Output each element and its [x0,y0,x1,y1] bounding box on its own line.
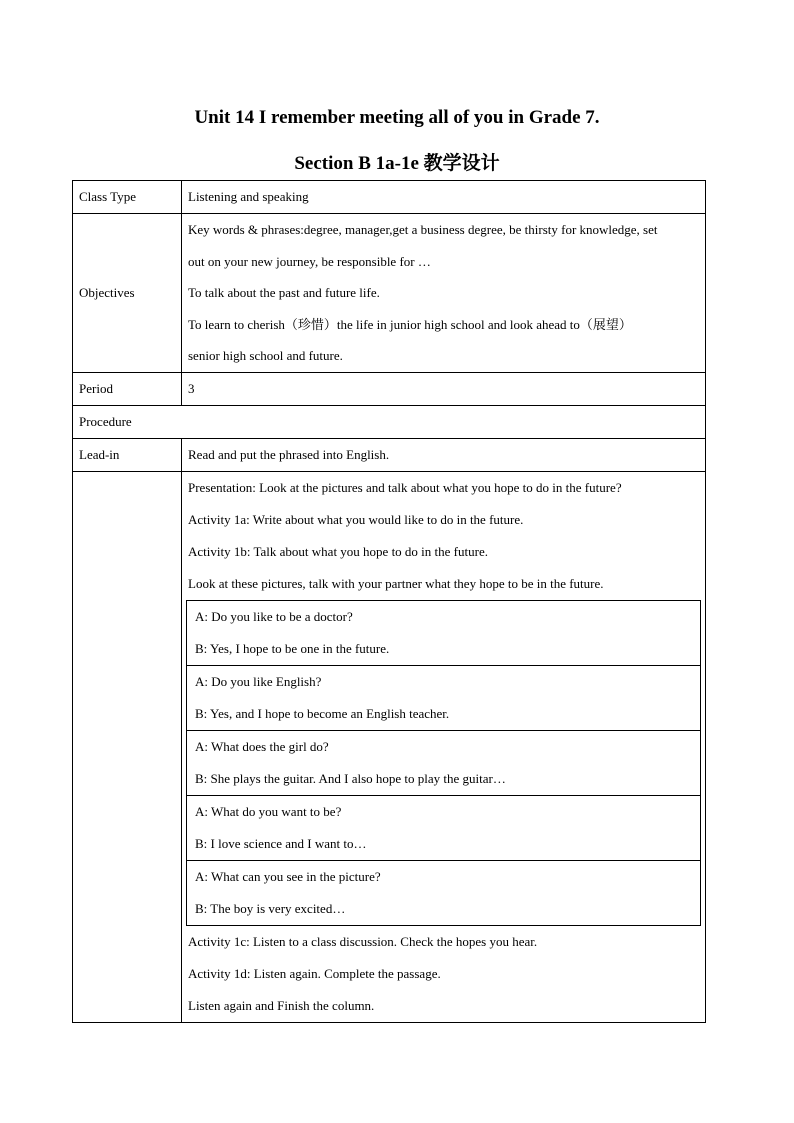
dialogue-b: B: Yes, and I hope to become an English teacher. [195,705,450,721]
objectives-cell [182,214,706,373]
objectives-line: senior high school and future. [188,348,343,364]
dialogue-row [187,860,701,925]
row-procedure [73,405,706,438]
activity-1a-line: Activity 1a: Write about what you would like to do in the future. [188,511,524,527]
dialogue-b: B: Yes, I hope to be one in the future. [195,640,390,656]
procedure-label: Procedure [73,405,706,438]
class-type-label: Class Type [73,181,182,214]
title-line-2: Section B 1a-1e 教学设计 [294,153,500,174]
dialogue-b: B: I love science and I want to… [195,835,367,851]
objectives-line: out on your new journey, be responsible for … [188,253,431,269]
dialogue-cell [187,665,701,730]
activity-1d-line: Activity 1d: Listen again. Complete the passage. [188,965,441,981]
objectives-line: To talk about the past and future life. [188,285,380,301]
presentation-cell [182,471,706,1022]
dialogue-a: A: Do you like to be a doctor? [195,608,353,624]
lead-in-label: Lead-in [73,438,182,471]
dialogue-b: B: She plays the guitar. And I also hope to play the guitar… [195,770,506,786]
row-presentation [73,471,706,1022]
pictures-instruction-line: Look at these pictures, talk with your partner what they hope to be in the future. [188,575,604,591]
presentation-line: Presentation: Look at the pictures and talk about what you hope to do in the future? [188,479,622,495]
dialogue-a: A: What can you see in the picture? [195,868,381,884]
title-line-1: Unit 14 I remember meeting all of you in Grade 7. [194,107,600,128]
row-period [73,372,706,405]
lead-in-value: Read and put the phrased into English. [182,438,706,471]
dialogue-a: A: What do you want to be? [195,803,342,819]
dialogue-table [186,600,701,926]
dialogue-cell [187,860,701,925]
period-label: Period [73,372,182,405]
dialogue-cell [187,600,701,665]
dialogue-row [187,730,701,795]
dialogue-row [187,600,701,665]
row-class-type [73,181,706,214]
class-type-value: Listening and speaking [182,181,706,214]
objectives-label: Objectives [73,214,182,373]
activity-1c-line: Activity 1c: Listen to a class discussion. Check the hopes you hear. [188,933,538,949]
dialogue-b: B: The boy is very excited… [195,900,346,916]
dialogue-row [187,665,701,730]
dialogue-cell [187,730,701,795]
presentation-label-empty [73,471,182,1022]
dialogue-row [187,795,701,860]
period-value: 3 [182,372,706,405]
finish-column-line: Listen again and Finish the column. [188,997,375,1013]
row-objectives [73,214,706,373]
objectives-line: To learn to cherish（珍惜）the life in junior high school and look ahead to（展望） [188,316,632,332]
dialogue-cell [187,795,701,860]
objectives-line: Key words & phrases:degree, manager,get a business degree, be thirsty for knowledge, set [188,222,658,237]
row-lead-in [73,438,706,471]
dialogue-a: A: What does the girl do? [195,738,329,754]
dialogue-a: A: Do you like English? [195,673,322,689]
activity-1b-line: Activity 1b: Talk about what you hope to do in the future. [188,543,488,559]
lesson-plan-table [72,180,706,1023]
